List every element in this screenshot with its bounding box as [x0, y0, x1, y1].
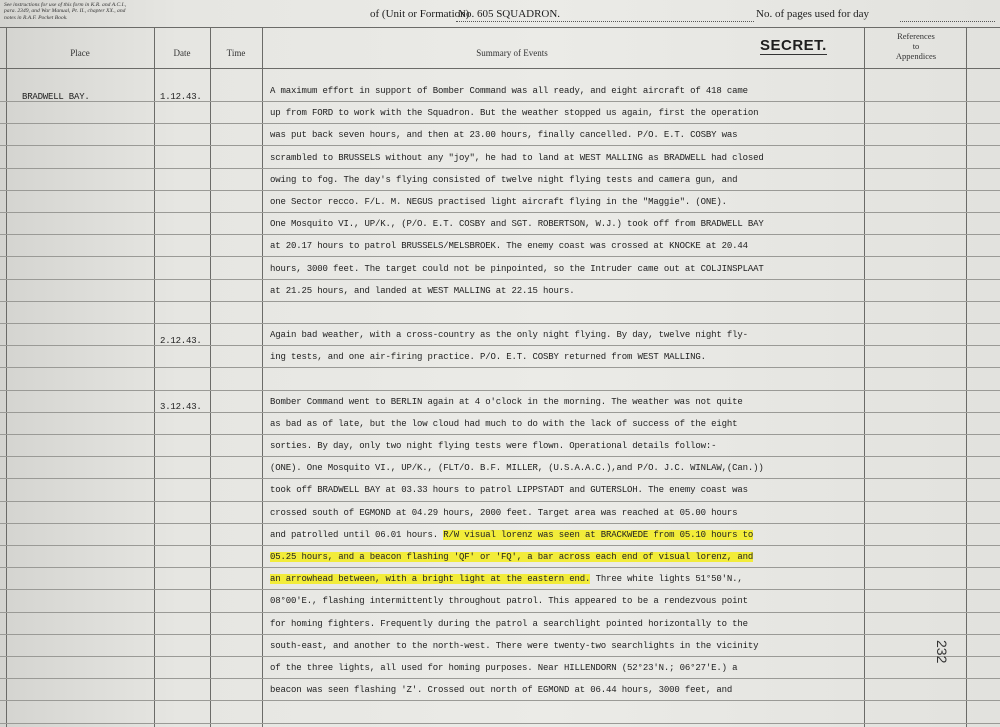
unit-caption: of (Unit or Formation) — [370, 8, 470, 20]
summary-text: hours, 3000 feet. The target could not be pinpointed, so the Intruder came out at COLJINSPLAAT — [270, 263, 764, 274]
summary-line — [270, 124, 875, 146]
summary-line — [270, 413, 875, 435]
column-rule — [210, 27, 211, 727]
summary-line — [270, 80, 875, 102]
summary-line — [270, 235, 875, 257]
summary-text: at 20.17 hours to patrol BRUSSELS/MELSBROEK. The enemy coast was crossed at KNOCKE at 20.44 — [270, 241, 748, 252]
secret-stamp: SECRET. — [760, 37, 827, 54]
pages-value — [900, 8, 995, 22]
summary-text: up from FORD to work with the Squadron. But the weather stopped us again, first the operation — [270, 108, 759, 119]
summary-line — [270, 346, 875, 368]
summary-text: was put back seven hours, and then at 23.00 hours, finally cancelled. P/O. E.T. COSBY was — [270, 130, 738, 141]
header-summary: Summary of Events — [476, 48, 548, 58]
summary-line — [270, 391, 875, 413]
summary-line — [270, 435, 875, 457]
pages-caption: No. of pages used for day — [756, 8, 870, 20]
form-instructions: See instructions for use of this form in K.R. and A.C.I., para. 2349, and War Manual, Pt. II., chapter XX., and notes in R.A.F. Pocket Book. — [4, 2, 127, 21]
summary-line — [270, 213, 875, 235]
summary-text: Three white lights 51°50'N., — [590, 574, 743, 585]
summary-text: scrambled to BRUSSELS without any "joy", he had to land at WEST MALLING as BRADWELL had closed — [270, 152, 764, 163]
entry-date: 2.12.43. — [160, 336, 202, 346]
summary-text: One Mosquito VI., UP/K., (P/O. E.T. COSBY and SGT. ROBERTSON, W.J.) took off from BRADWELL BAY — [270, 219, 764, 230]
summary-line — [270, 479, 875, 501]
column-rule — [154, 27, 155, 727]
header-references-line: Appendices — [895, 51, 937, 61]
summary-text: and patrolled until 06.01 hours. — [270, 529, 444, 540]
summary-text: at 21.25 hours, and landed at WEST MALLING at 22.15 hours. — [270, 285, 575, 296]
summary-line — [270, 457, 875, 479]
summary-text: owing to fog. The day's flying consisted of twelve night flying tests and camera gun, and — [270, 174, 738, 185]
highlighted-text: 05.25 hours, and a beacon flashing 'QF' or 'FQ', a bar across each end of visual lorenz, and — [270, 551, 754, 562]
summary-line — [270, 169, 875, 191]
summary-text: as bad as of late, but the low cloud had much to do with the lack of success of the eight — [270, 418, 738, 429]
summary-text: (ONE). One Mosquito VI., UP/K., (FLT/O. B.F. MILLER, (U.S.A.A.C.),and P/O. J.C. WINLAW,(Can.)) — [270, 463, 764, 474]
summary-line — [270, 191, 875, 213]
column-rule — [966, 27, 967, 727]
summary-text: sorties. By day, only two night flying tests were flown. Operational details follow:- — [270, 441, 717, 451]
summary-text: 08°00'E., flashing intermittently throughout patrol. This appeared to be a rendezvous point — [270, 596, 748, 607]
summary-text: for homing fighters. Frequently during the patrol a searchlight pointed horizontally to the — [270, 618, 748, 629]
highlighted-text: an arrowhead between, with a bright light at the eastern end. — [270, 574, 591, 585]
header-references-line: to — [912, 41, 920, 51]
summary-line — [270, 258, 875, 280]
header-references-line: References — [897, 31, 935, 41]
summary-line — [270, 368, 875, 390]
summary-line — [270, 546, 875, 568]
entry-place: BRADWELL BAY. — [22, 92, 90, 102]
entry-date: 3.12.43. — [160, 402, 202, 412]
header-top-rule — [0, 27, 1000, 28]
summary-of-events — [270, 80, 875, 701]
summary-text: took off BRADWELL BAY at 03.33 hours to patrol LIPPSTADT and GUTERSLOH. The enemy coast was — [270, 485, 748, 496]
header-bottom-rule — [0, 68, 1000, 69]
summary-line — [270, 613, 875, 635]
header-date: Date — [173, 48, 191, 58]
summary-line — [270, 679, 875, 701]
summary-line — [270, 280, 875, 302]
summary-line — [270, 102, 875, 124]
summary-text: south-east, and another to the north-west. There were twenty-two searchlights in the vicinity — [270, 640, 759, 651]
summary-text: ing tests, and one air-firing practice. P/O. E.T. COSBY returned from WEST MALLING. — [270, 352, 706, 363]
summary-text: of the three lights, all used for homing purposes. Near HILLENDORN (52°23'N.; 06°27'E.) a — [270, 662, 738, 673]
unit-value: No. 605 SQUADRON. — [456, 8, 754, 22]
summary-text: Again bad weather, with a cross-country as the only night flying. By day, twelve night fly- — [270, 330, 748, 341]
header-place: Place — [70, 48, 90, 58]
summary-text: crossed south of EGMOND at 04.29 hours, 2000 feet. Target area was reached at 05.00 hours — [270, 507, 738, 518]
page-number: 232 — [934, 640, 950, 664]
column-rule — [6, 27, 7, 727]
summary-line — [270, 524, 875, 546]
column-rule — [262, 27, 263, 727]
highlighted-text: R/W visual lorenz was seen at BRACKWEDE from 05.10 hours to — [443, 529, 754, 540]
summary-text: A maximum effort in support of Bomber Command was all ready, and eight aircraft of 418 came — [270, 86, 748, 96]
summary-text: Bomber Command went to BERLIN again at 4 o'clock in the morning. The weather was not quite — [270, 396, 743, 407]
summary-line — [270, 657, 875, 679]
ruled-line — [0, 723, 1000, 724]
summary-line — [270, 635, 875, 657]
summary-line — [270, 302, 875, 324]
summary-line — [270, 324, 875, 346]
header-references — [866, 31, 966, 61]
summary-line — [270, 568, 875, 590]
summary-line — [270, 502, 875, 524]
summary-line — [270, 147, 875, 169]
entry-date: 1.12.43. — [160, 92, 202, 102]
summary-text: one Sector recco. F/L. M. NEGUS practised light aircraft flying in the "Maggie". (ONE). — [270, 196, 727, 207]
summary-line — [270, 590, 875, 612]
header-time: Time — [226, 48, 246, 58]
summary-text: beacon was seen flashing 'Z'. Crossed out north of EGMOND at 06.44 hours, 3000 feet, and — [270, 685, 733, 696]
